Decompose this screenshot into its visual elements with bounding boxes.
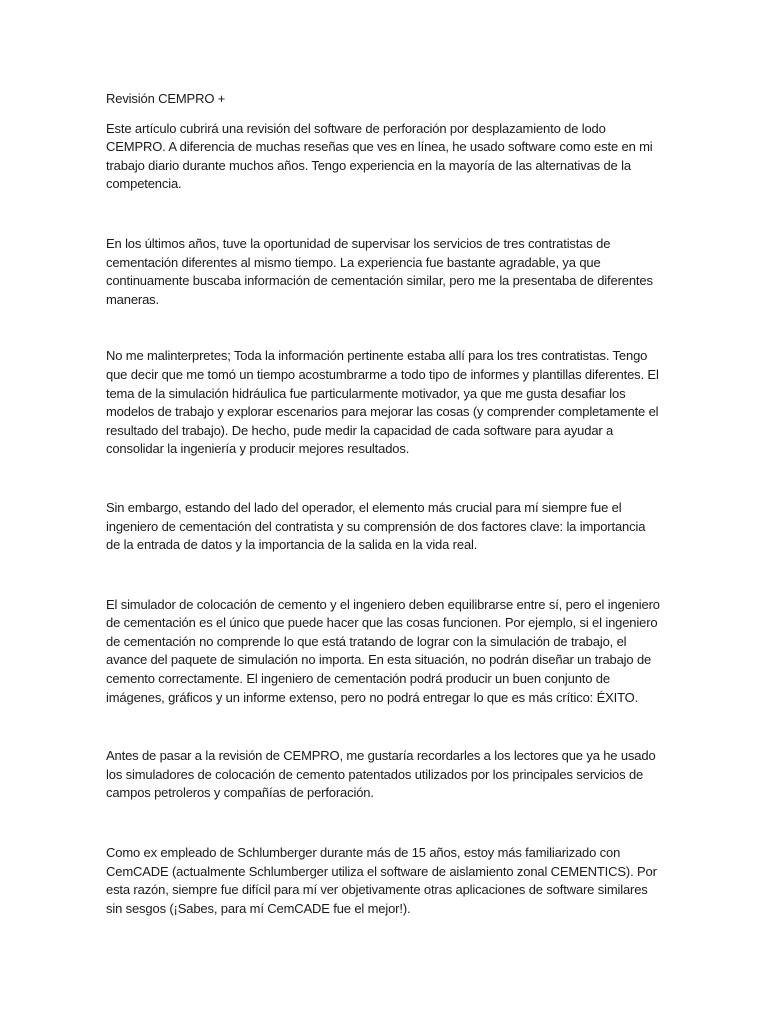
paragraph-5: El simulador de colocación de cemento y el ingeniero deben equilibrarse entre sí, pero el ingeniero de cementación es el único que puede hacer que las cosas funcionen. Por ejemplo, si el ingeniero de cementación no comprende lo que está tratando de lograr con la simulación de trabajo, el avance del paquete de simulación no importa. En esta situación, no podrán diseñar un trabajo de cemento correctamente. El ingeniero de cementación podrá producir un buen conjunto de imágenes, gráficos y un informe extenso, pero no podrá entregar lo que es más crítico: ÉXITO.: [106, 596, 660, 705]
paragraph-2: En los últimos años, tuve la oportunidad de supervisar los servicios de tres contratistas de cementación diferentes al mismo tiempo. La experiencia fue bastante agradable, ya que continuamente buscaba información de cementación similar, pero me la presentaba de diferentes maneras.: [106, 235, 653, 307]
paragraph-7: Como ex empleado de Schlumberger durante más de 15 años, estoy más familiarizado con CemCADE (actualmente Schlumberger utiliza el software de aislamiento zonal CEMENTICS). Por esta razón, siempre fue difícil para mí ver objetivamente otras aplicaciones de software similares sin sesgos (¡Sabes, para mí CemCADE fue el mejor!).: [106, 845, 657, 916]
paragraph-4: Sin embargo, estando del lado del operador, el elemento más crucial para mí siempre fue el ingeniero de cementación del contratista y su comprensión de dos factores clave: la importancia de la entrada de datos y la importancia de la salida en la vida real.: [106, 499, 646, 553]
document-title: Revisión CEMPRO +: [106, 91, 226, 106]
paragraph-6: Antes de pasar a la revisión de CEMPRO, me gustaría recordarles a los lectores que ya he usado los simuladores de colocación de cemento patentados utilizados por los principales servicios de campos petroleros y compañías de perforación.: [106, 748, 656, 801]
document-body: [106, 90, 662, 967]
paragraph-3: No me malinterpretes; Toda la información pertinente estaba allí para los tres contratistas. Tengo que decir que me tomó un tiempo acostumbrarme a todo tipo de informes y plantillas diferentes. El tema de la simulación hidráulica fue particularmente motivador, ya que me gusta desafiar los modelos de trabajo y explorar escenarios para mejorar las cosas (y comprender completamente el resultado del trabajo). De hecho, pude medir la capacidad de cada software para ayudar a consolidar la ingeniería y producir mejores resultados.: [106, 348, 659, 457]
paragraph-1: Este artículo cubrirá una revisión del software de perforación por desplazamiento de lodo CEMPRO. A diferencia de muchas reseñas que ves en línea, he usado software como este en mi trabajo diario durante muchos años. Tengo experiencia en la mayoría de las alternativas de la competencia.: [106, 120, 653, 192]
